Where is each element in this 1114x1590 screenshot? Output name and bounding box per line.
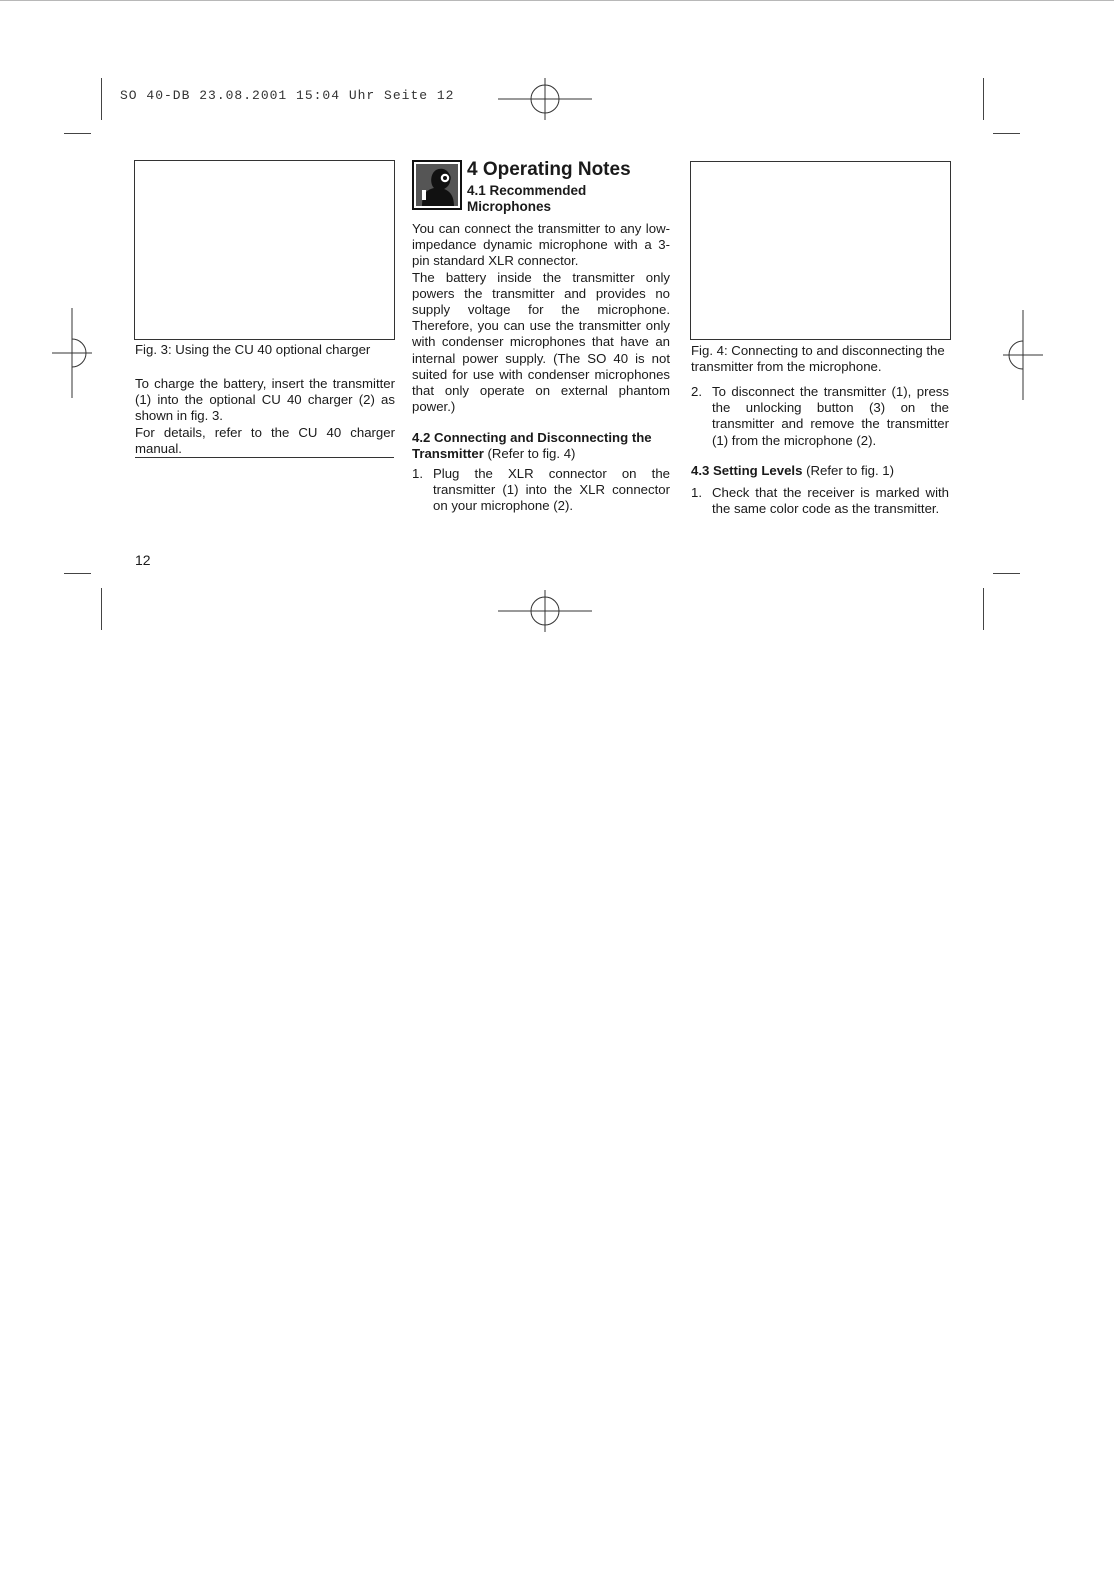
crop-mark [983,588,984,630]
top-trim-line [0,0,1114,1]
list-text: Plug the XLR connector on the transmitter (1) into the XLR connector on your microphone (2). [433,466,670,514]
registration-mark-right [1003,310,1043,400]
crop-mark [993,573,1020,574]
list-item [691,485,949,517]
list-text: Check that the receiver is marked with the same color code as the transmitter. [712,485,949,517]
crop-mark [64,573,91,574]
charge-paragraph: To charge the battery, insert the transmitter (1) into the optional CU 40 charger (2) as shown in fig. 3. [135,376,395,424]
figure-4-caption: Fig. 4: Connecting to and disconnecting the transmitter from the microphone. [691,343,945,375]
registration-mark-top [498,76,592,122]
print-slug: SO 40-DB 23.08.2001 15:04 Uhr Seite 12 [120,88,455,103]
crop-mark [101,588,102,630]
crop-mark [993,133,1020,134]
operating-notes-person-icon [412,160,462,210]
figure-4-image [690,161,951,340]
recommended-microphones-text [412,221,670,415]
list-number: 1. [412,466,423,481]
subsection-4-1-title: 4.1 Recommended Microphones [467,183,587,214]
registration-mark-bottom [498,588,592,634]
registration-mark-left [52,308,92,398]
charge-instructions [135,376,395,457]
figure-3-caption: Fig. 3: Using the CU 40 optional charger [135,342,371,357]
subsection-4-2-title: 4.2 Connecting and Disconnecting the Transmitter [412,430,652,462]
section-title: 4 Operating Notes [467,159,631,180]
microphones-paragraph-2: The battery inside the transmitter only powers the transmitter and provides no supply voltage for the microphone. Therefore, you can use the transmitter only with condenser microphones that have an internal power supply. (The SO 40 is not suited for use with condenser microphones that only operate on external phantom power.) [412,269,670,415]
crop-mark [101,78,102,120]
page-number: 12 [135,552,151,568]
subsection-4-3-reference: (Refer to fig. 1) [806,463,895,478]
figure-3-image [134,160,395,340]
list-item [691,384,949,449]
subsection-4-3-heading [691,463,949,479]
crop-mark [983,78,984,120]
list-number: 2. [691,384,702,399]
column-rule [135,457,394,458]
list-number: 1. [691,485,702,500]
subsection-4-2-heading [412,430,670,462]
subsection-4-3-title: 4.3 Setting Levels [691,463,803,478]
list-text: To disconnect the transmitter (1), press the unlocking button (3) on the transmitter and remove the transmitter (1) from the microphone (2). [712,384,949,448]
crop-mark [64,133,91,134]
subsection-4-2-reference: (Refer to fig. 4) [487,446,576,462]
charger-manual-paragraph: For details, refer to the CU 40 charger manual. [135,424,395,456]
microphones-paragraph-1: You can connect the transmitter to any low-impedance dynamic microphone with a 3-pin standard XLR connector. [412,221,670,269]
list-item [412,466,670,515]
